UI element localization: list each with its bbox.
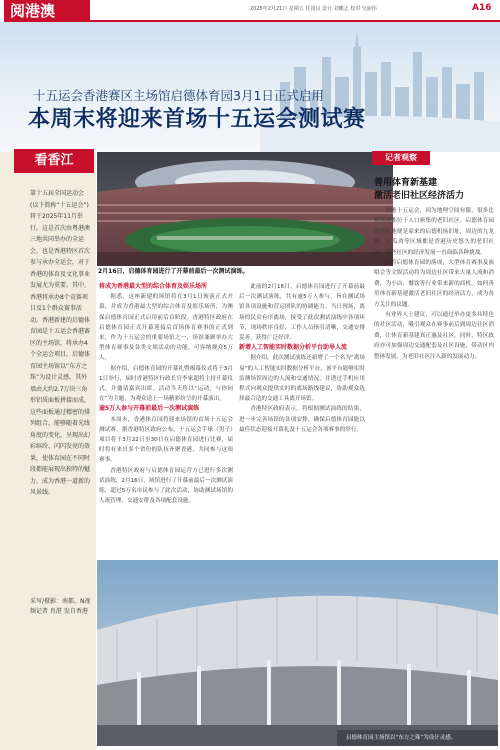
paragraph: 有业界人士建议，可以通过举办更多具特色的社区活动，吸引观众在赛事前后到周边社区消费，让体育新基建真正惠及社区。同时，特区政府亦可加强周边交通配套及社区设施，带动区内整体发展，为老旧社区注入新的发展动力。 [374,312,494,360]
page-number: A16 [472,3,492,13]
subheading: 逾5万人参与开幕前最后一次测试演练 [99,405,200,413]
paragraph: 据介绍，启德体育园的开幕礼暨揭幕仪式将于3月1日举行，届时香港特区行政长官李家超将主持开幕仪式，并邀请嘉宾出席。活动当天将以“运动，与你同在”为主题，为观众送上一场精彩纷呈的开幕演出。 [99,365,233,403]
subheading: 新增人工智能实时数据分析平台助导人流 [239,344,348,352]
left-summary: 第十五届全国运动会(以下简称“十五运会”)将于2025年11月举行，这是首次由粤港澳三地共同举办的全运会，也是香港特区首次参与承办全运会，对于香港的体育及文化事业发展尤为重要。其中，香港将承办8个竞赛项目及1个群众赛事活动。香港新建的启德体育园是十五运会香港赛区的主场馆，将承办4个全运会项目，启德体育园主场馆以“东方之珠”为设计灵感，其外墙由大约2.7万块三角形铝质面板拼接而成，这些面板通过精密的排列组合，能够随着光线角度的变化，呈现出幻彩缤纷、闪闪发亮的效果，使体育园在不同时段都能展现出独特的魅力，成为香港一道新的风景线。 [30,190,91,496]
byline: 采写/摄影：南都、N视频记者 肖湛 发自香港 [30,598,91,615]
photo-caption: 2月16日，启德体育园进行了开幕前最后一次测试演练。 [98,268,249,275]
article-column-1 [99,282,233,506]
sidebar-headline-1: 善用体育新基建 [374,178,438,188]
kicker: 十五运会香港赛区主场馆启德体育园3月1日正式启用 [33,88,324,103]
paragraph: 香港特区政府与启德体育园运营方已进行多次测试演练，2月16日，场馆进行了开幕前最后一次测试演练，超过5万名市民参与了此次活动，协助测试场馆的人流管理、交通安排及各项配套设施。 [99,467,233,505]
sidebar-body [374,206,494,362]
masthead [0,0,500,22]
stadium-interior-photo [97,152,393,266]
headline: 本周末将迎来首场十五运会测试赛 [28,107,366,132]
paragraph: 此前的2月16日，启德体育园进行了开幕前最后一次测试演练，共有逾5万人参与，旨在测试场馆各项设施和营运团队的协调能力。当日现场，离场的民众有序离场，接受了此次测试演练中各项环节，现场秩序良好，工作人员指引清晰，交通安排妥善，获得广泛好评。 [239,284,365,342]
sidebar-tag: 记者观察 [372,151,430,165]
section-logo: 阅港澳 [4,0,90,22]
paragraph: 香港特区政府表示，将根据测试演练的结果，进一步完善场馆的各项安排，确保启德体育园能以最佳状态迎接开幕礼及十五运会各项赛事的举行。 [239,406,365,433]
paragraph: 本周末，香港体育园将迎来场馆的首场十五运会测试赛，据香港特区政府公布，十五运会手球（男子）项目将于3月22日至30日在启德体育园进行比赛，届时将有来自多个省份的队伍齐聚香港，共同参与这项赛事。 [99,416,233,464]
stadium-exterior-photo [97,560,498,746]
banner [0,22,500,152]
subheading: 将成为香港最大型的综合体育及娱乐场所 [99,283,208,290]
dateline: 2025年2月21日 星期五 任国良 设计 刘鹏志 校对 吴丽伟 [250,6,377,12]
photo-caption: 启德体育园主场馆以“东方之珠”为设计灵感。 [346,735,457,741]
article-column-2 [239,282,365,435]
paragraph: 香港十五运会，因为地理空间有限，很多比赛场地都位于人口密集的老旧社区。启德体育园的所在地便是原来的启德机场旧址，周边的九龙城、土瓜湾等区域都是香港历史悠久的老旧社区，这些社区的经济发展一直面临各种挑战。 [374,208,494,256]
section-tag: 看香江 [14,149,94,173]
sidebar-headline-2: 激活老旧社区经济活力 [374,191,465,201]
paragraph: 据介绍，此次测试演练还新增了一个名为“离场易”的人工智能实时数据分析平台，该平台能够实时监测场馆周边的人流和交通情况，并透过手机应用程式向观众提供实时的离场路线建议，协助观众选择最合适的交通工具离开场馆。 [239,355,365,403]
paragraph: 随着启德体育园的落成，大型体育赛事及演唱会等文娱活动将为周边社区带来大量人流和消费，为小店、餐饮等行业带来新的商机。如何善用体育新基建激活老旧社区的经济活力，成为各方关注的议题。 [374,260,494,308]
paragraph: 据悉，这座新建的场馆将在3月1日预演正式开幕，并成为香港最大型的综合体育及娱乐场所，为澳保启德体育园正式启用前后首阶段。香港特区政府在启德体育园正式开幕迎接后首场体育赛事的正式到来，作为十五运会的重要场馆之一，场馆兼顾举办大型体育赛事及各类文娱活动的功能，可容纳观众5万人。 [99,294,233,362]
